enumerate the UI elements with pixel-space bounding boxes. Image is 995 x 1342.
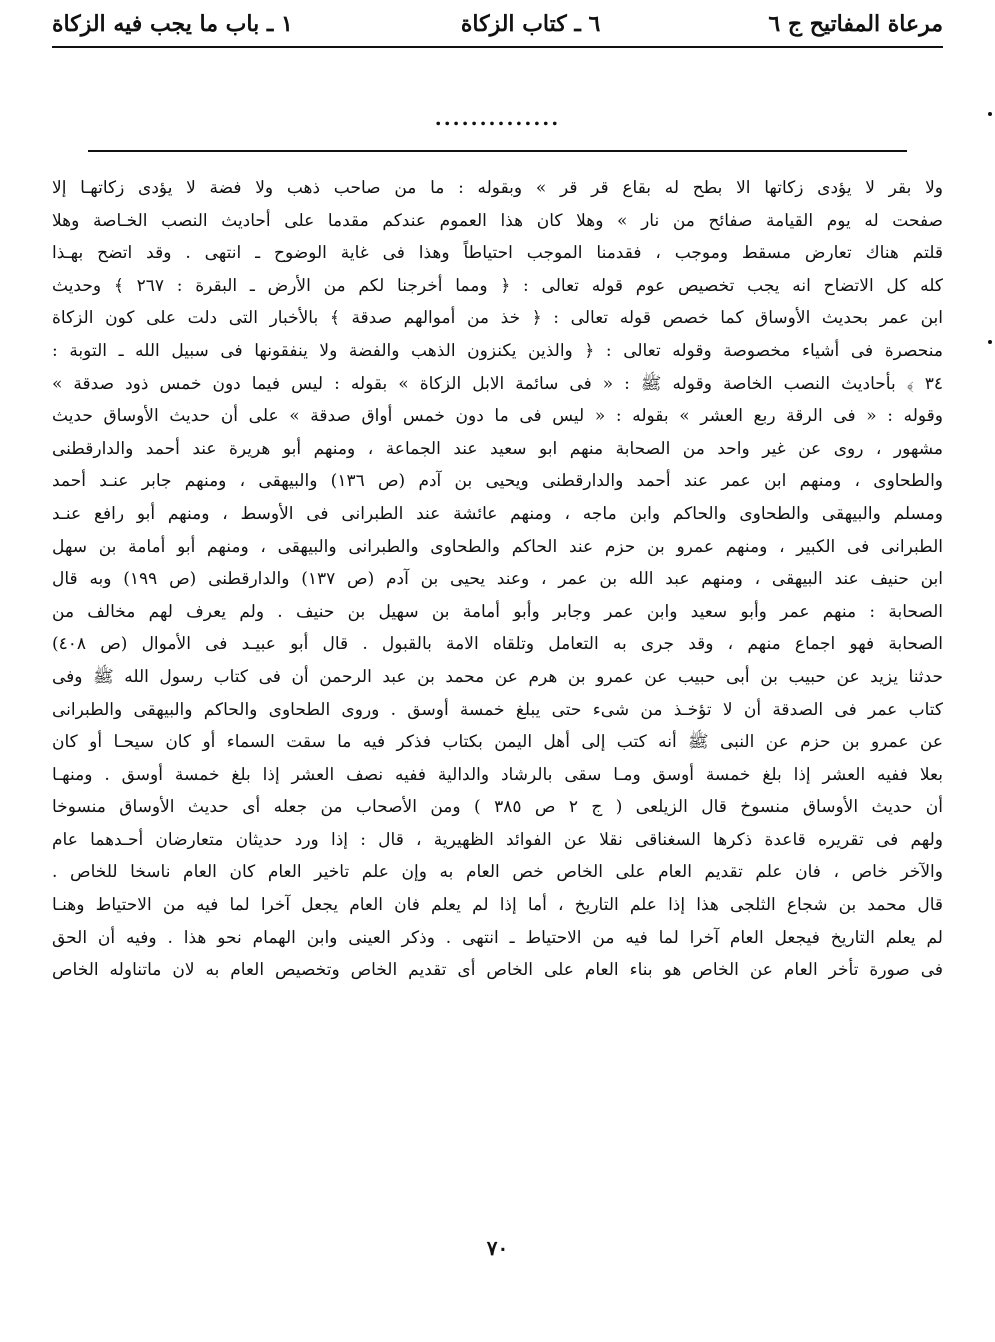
body-line: والطحاوى ، ومنهم ابن عمر عند أحمد والدارقطنى ويحيى بن آدم (ص ١٣٦) والبيهقى ، ومنهم جابر عنـد أحمد [52,471,943,492]
body-line: الصحابة : منهم عمر وأبو سعيد وابن عمر وجابر وأبو أمامة بن سهيل بن حنيف . ولم يعرف لهم مخالف من [52,601,943,622]
body-line: الطبرانى فى الكبير ، ومنهم عمرو بن حزم عند الحاكم والطحاوى والطبرانى والبيهقى ، ومنهم أبو أمامة بن سهل [52,536,943,557]
header-section: ١ ـ باب ما يجب فيه الزكاة [52,11,293,37]
body-line: منحصرة فى أشياء مخصوصة وقوله تعالى : ﴿ والذين يكنزون الذهب والفضة ولا ينفقونها فى سبيل الله ـ التوبة : [52,340,943,361]
body-line: مشهور ، روى عن غير واحد من الصحابة منهم ابو سعيد عند الجماعة ، ومنهم أبو هريرة عند أحمد والدارقطنى [52,438,943,459]
body-text [52,172,943,987]
body-line: وقوله : « فى الرقة ربع العشر » بقوله : « ليس فى ما دون خمس أواق صدقة » على أن حديث الأوساق حديث [52,406,943,427]
body-line: فى صورة تأخر العام عن الخاص هو بناء العام على الخاص أى تقديم الخاص وتخصيص العام به لان ماتناوله الخاص [52,960,943,981]
body-line: ابن عمر بحديث الأوساق كما خصص قوله تعالى : ﴿ خذ من أموالهم صدقة ﴾ بالأخبار التى دلت على كون الزكاة [52,308,943,329]
body-line: قال محمد بن شجاع الثلجى هذا إذا علم التاريخ ، أما إذا لم يعلم فان العام يجعل آخرا لما فيه من الاحتياط وهنـا [52,895,943,916]
header-rule [52,46,943,48]
body-line: ولهم فى تقريره قاعدة ذكرها السغناقى نقلا عن الفوائد الظهيرية ، قال : إذا ورد حديثان متعارضان أحـدهما عام [52,829,943,850]
body-line: الصحابة فهو اجماع منهم ، وقد جرى به التعامل وتلقاه الامة بالقبول . قال أبو عبيـد فى الأموال (ص ٤٠٨) [52,634,943,655]
body-line: حدثنا يزيد عن حبيب بن أبى حبيب عن عمرو بن هرم عن محمد بن عبد الرحمن أن فى كتاب رسول الله ﷺ وفى [52,666,943,687]
body-line: كتاب عمر فى الصدقة أن لا تؤخـذ من شىء حتى يبلغ خمسة أوسق . وروى الطحاوى والحاكم والبيهقى والطبرانى [52,699,943,720]
running-header [52,0,943,48]
body-line: كله كل الاتضاح انه يجب تخصيص عوم قوله تعالى : ﴿ ومما أخرجنا لكم من الأرض ـ البقرة : ٢٦٧ ﴾ وحديث [52,275,943,296]
scan-edge-mark [988,112,992,116]
body-line: أن حديث الأوساق منسوخ قال الزيلعى ( ج ٢ ص ٣٨٥ ) ومن الأصحاب من جعله أى حديث الأوساق منسوخا [52,797,943,818]
body-line: قلتم هناك تعارض مسقط وموجب ، فقدمنا الموجب احتياطاً وهذا فى غاية الوضوح ـ انتهى . وقد اتضح بهـذا [52,243,943,264]
body-line: ولا بقر لا يؤدى زكاتها الا بطح له بقاع قر قر » وبقوله : ما من صاحب ذهب ولا فضة لا يؤدى زكاتهـا إلا [52,178,943,198]
body-line: لم يعلم التاريخ فيجعل العام آخرا لما فيه من الاحتياط ـ انتهى . وذكر العينى وابن الهمام نحو هذا . وفيه أن الحق [52,927,943,948]
body-line: والآخر خاص ، فان علم تقديم العام على الخاص خص العام به وإن علم تاخير العام كان العام ناسخا للخاص . [52,862,943,883]
body-line: ومسلم والبيهقى والطحاوى والحاكم وابن ماجه ، ومنهم عائشة عند الطبرانى فى الأوسط ، ومنهم أبو رافع عنـد [52,503,943,524]
dotted-separator: .............. [434,106,561,130]
body-line: عن عمرو بن حزم عن النبى ﷺ أنه كتب إلى أهل اليمن بكتاب فذكر فيه ما سقت السماء أو كان سيحـا أو كان [52,732,943,753]
body-line: ابن حنيف عند البيهقى ، ومنهم عبد الله بن عمر ، وعند يحيى بن آدم (ص ١٣٧) والدارقطنى (ص ١٩٩) وبه قال [52,569,943,590]
body-rule [88,150,907,152]
page-number: ٧٠ [486,1236,509,1260]
header-chapter: ٦ ـ كتاب الزكاة [460,11,601,37]
scan-edge-mark [988,340,992,344]
body-line: ٣٤ ﴾ بأحاديث النصب الخاصة وقوله ﷺ : « فى سائمة الابل الزكاة » بقوله : ليس فيما دون خمس ذود صدقة » [52,373,943,394]
body-line: بعلا ففيه العشر إذا بلغ خمسة أوسق ومـا سقى بالرشاد والدالية ففيه نصف العشر إذا بلغ خمسة أوسق . ومنهـا [52,764,943,785]
body-line: صفحت له يوم القيامة صفائح من نار » وهلا كان هذا العموم عندكم مقدما على أحاديث النصب الخـاصة وهلا [52,210,943,231]
header-book-title: مرعاة المفاتيح ج ٦ [768,11,943,37]
